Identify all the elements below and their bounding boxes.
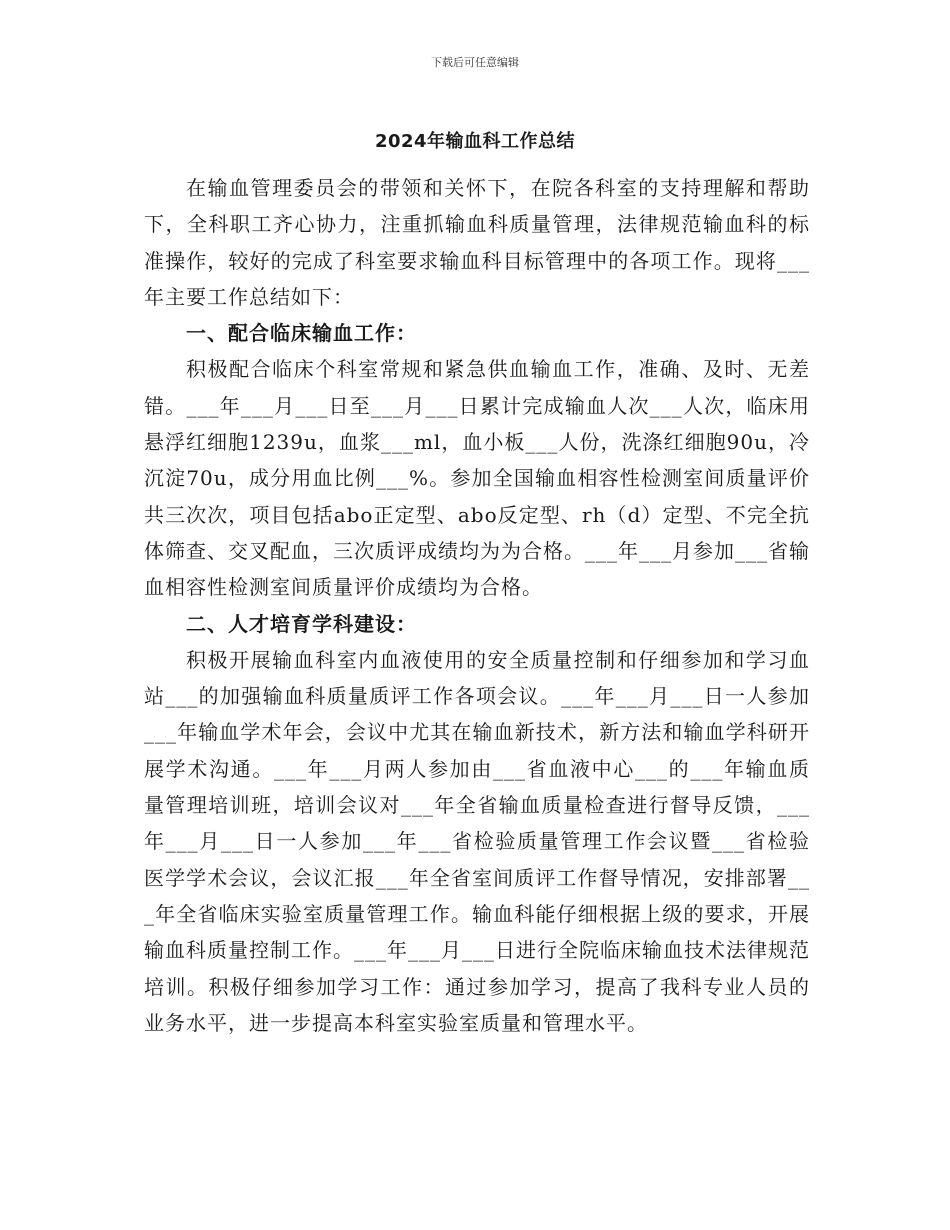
section-heading-talent-training: 二、人才培育学科建设： — [186, 611, 417, 636]
intro-paragraph: 在输血管理委员会的带领和关怀下，在院各科室的支持理解和帮助下，全科职工齐心协力，注重抓输血科质量管理，法律规范输血科的标准操作，较好的完成了科室要求输血科目标管理中的各项工作。现将___年主要工作总结如下： — [144, 176, 810, 309]
header-note: 下载后可任意编辑 — [431, 56, 519, 69]
section-heading-clinical-transfusion: 一、配合临床输血工作： — [186, 321, 417, 346]
section-body-clinical-transfusion: 积极配合临床个科室常规和紧急供血输血工作，准确、及时、无差错。___年___月___日至___月___日累计完成输血人次___人次，临床用悬浮红细胞1239u，血浆___ml，血小板___人份，洗涤红细胞90u，冷沉淀70u，成分用血比例___%。参加全国输血相容性检测室间质量评价共三次次，项目包括abo正定型、abo反定型、rh（d）定型、不完全抗体筛查、交叉配血，三次质评成绩均为为合格。___年___月参加___省输血相容性检测室间质量评价成绩均为合格。 — [144, 357, 810, 600]
section-body-talent-training: 积极开展输血科室内血液使用的安全质量控制和仔细参加和学习血站___的加强输血科质量质评工作各项会议。___年___月___日一人参加___年输血学术年会，会议中尤其在输血新技术，新方法和输血学科研开展学术沟通。___年___月两人参加由___省血液中心___的___年输血质量管理培训班，培训会议对___年全省输血质量检查进行督导反馈，___年___月___日一人参加___年___省检验质量管理工作会议暨___省检验医学学术会议，会议汇报___年全省室间质评工作督导情况，安排部署___年全省临床实验室质量管理工作。输血科能仔细根据上级的要求，开展输血科质量控制工作。___年___月___日进行全院临床输血技术法律规范培训。积极仔细参加学习工作：通过参加学习，提高了我科专业人员的业务水平，进一步提高本科室实验室质量和管理水平。 — [144, 647, 810, 1035]
document-title: 2024年输血科工作总结 — [374, 131, 576, 152]
document-body — [144, 170, 810, 1041]
